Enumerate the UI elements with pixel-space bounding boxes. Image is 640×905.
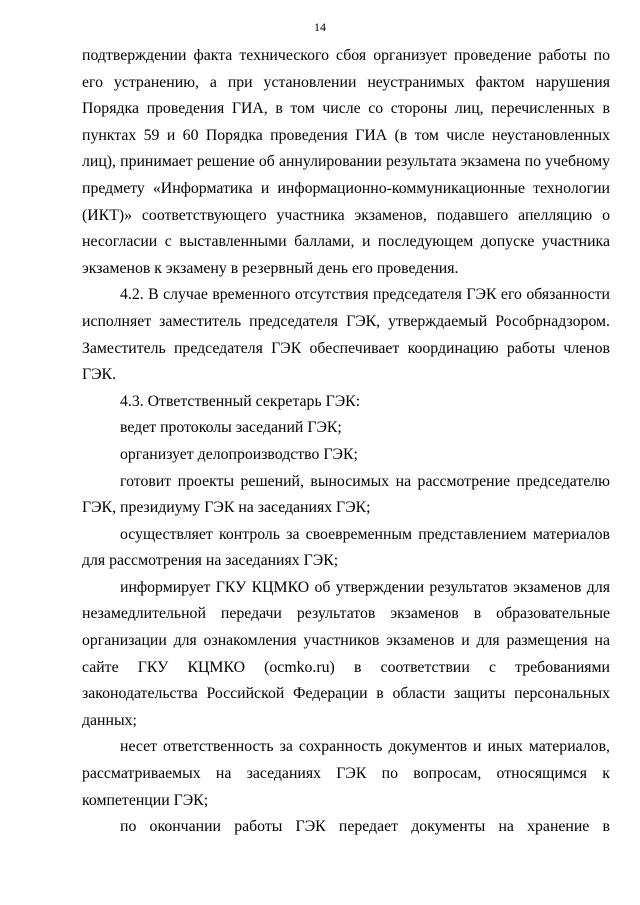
body-text — [82, 43, 610, 841]
duty-item: организует делопроизводство ГЭК; — [120, 445, 358, 463]
duty-item: несет ответственность за сохранность документов и иных материалов, рассматриваемых на заседаниях ГЭК по вопросам, относящимся к компетенции ГЭК; — [82, 738, 610, 809]
duty-item-truncated: по окончании работы ГЭК передает документы на хранение в — [120, 818, 610, 836]
duty-item: готовит проекты решений, выносимых на рассмотрение председателю ГЭК, президиуму ГЭК на заседаниях ГЭК; — [82, 472, 610, 517]
page-number: 14 — [314, 20, 326, 34]
duty-item: ведет протоколы заседаний ГЭК; — [120, 419, 342, 437]
paragraph-4-2: 4.2. В случае временного отсутствия председателя ГЭК его обязанности исполняет заместитель председателя ГЭК, утверждаемый Рособрнадзором. Заместитель председателя ГЭК обеспечивает координацию работы членов ГЭК. — [82, 286, 610, 384]
duty-item: осуществляет контроль за своевременным представлением материалов для рассмотрения на заседаниях ГЭК; — [82, 525, 610, 570]
paragraph-4-3-heading: 4.3. Ответственный секретарь ГЭК: — [120, 392, 361, 410]
duty-item: информирует ГКУ КЦМКО об утверждении результатов экзаменов для незамедлительной передачи результатов экзаменов в образовательные организации для ознакомления участников экзаменов и для размещения на сайте ГКУ КЦМКО (ocmko.ru) в соответствии с требованиями законодательства Российской Федерации в области защиты персональных данных; — [82, 578, 610, 729]
paragraph-continuation: подтверждении факта технического сбоя организует проведение работы по его устранению, а при установлении неустранимых фактом нарушения Порядка проведения ГИА, в том числе со стороны лиц, перечисленных в пунктах 59 и 60 Порядка проведения ГИА (в том числе неустановленных лиц), принимает решение об аннулировании результата экзамена по учебному предмету «Информатика и информационно-коммуникационные технологии (ИКТ)» соответствующего участника экзаменов, подавшего апелляцию о несогласии с выставленными баллами, и последующем допуске участника экзаменов к экзамену в резервный день его проведения. — [82, 47, 610, 277]
